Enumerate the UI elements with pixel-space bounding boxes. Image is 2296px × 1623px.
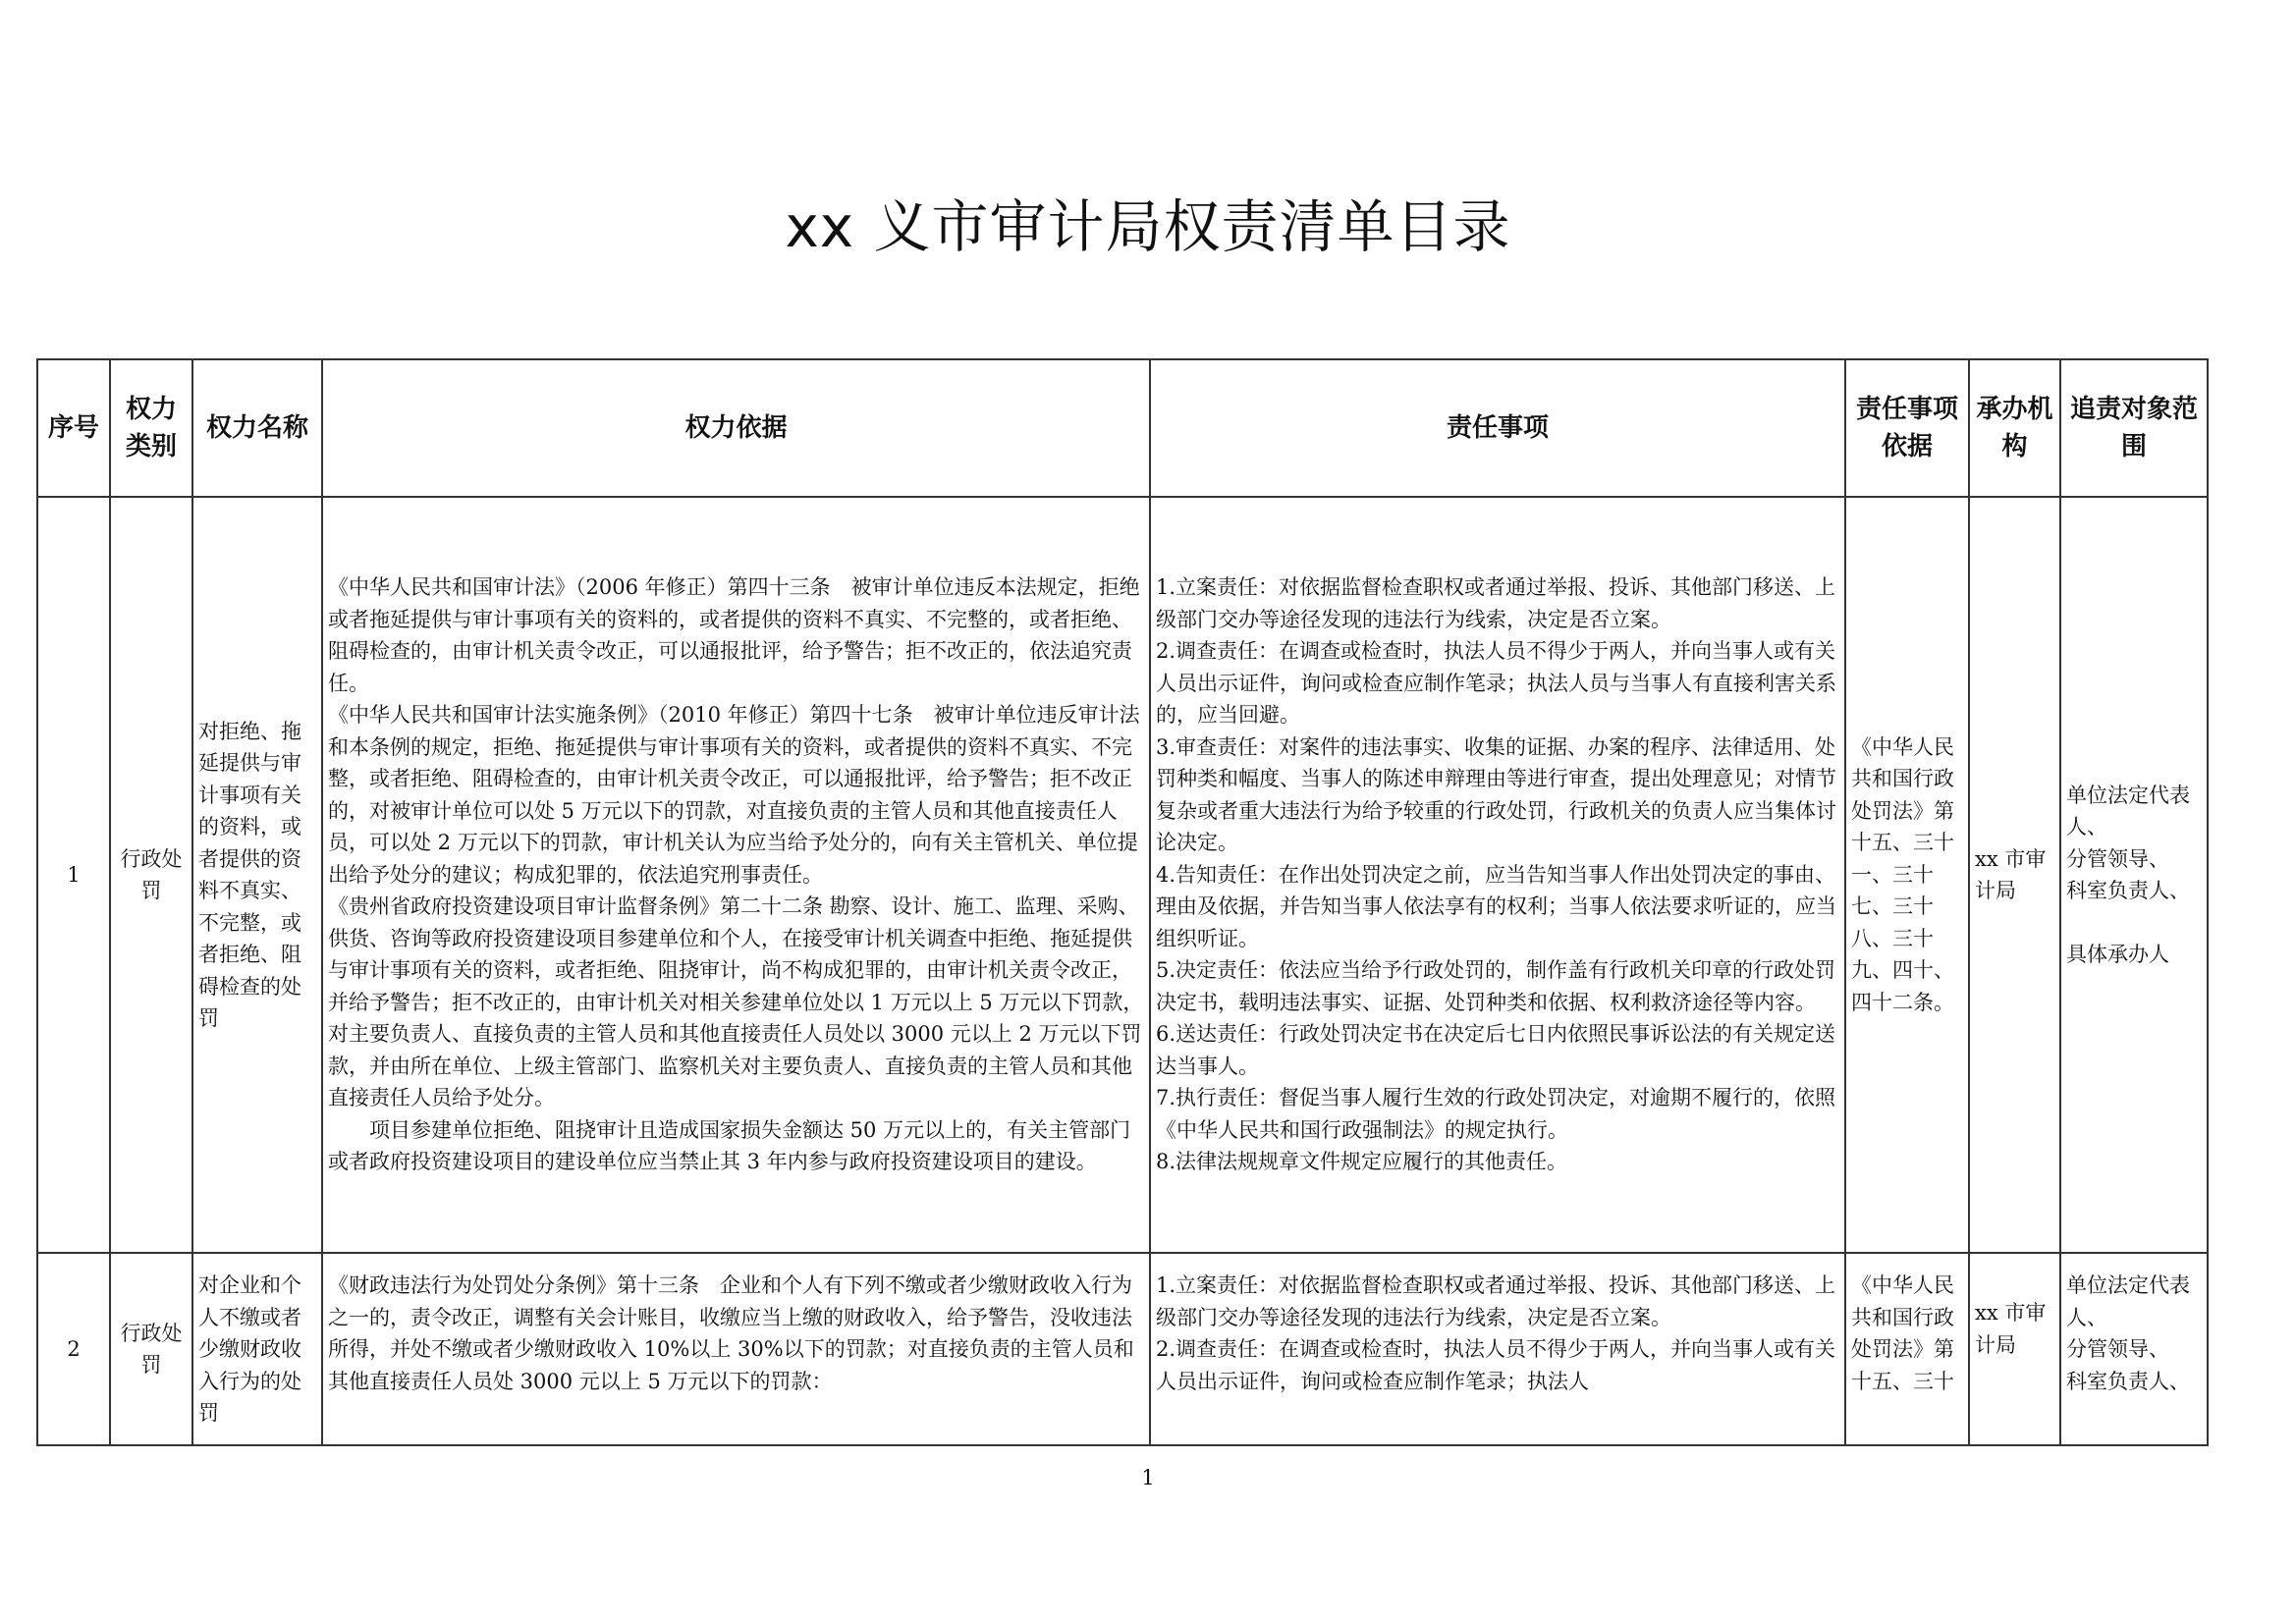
power-category-cell: 行政处 罚 [110, 1253, 192, 1445]
duty-basis-cell: 《中华人民共和国行政处罚法》第十五、三十 [1845, 1253, 1969, 1445]
duty-item: 1.立案责任：对依据监督检查职权或者通过举报、投诉、其他部门移送、上级部门交办等途径发现的违法行为线索，决定是否立案。 [1156, 575, 1836, 631]
power-basis-cell [322, 497, 1150, 1253]
power-basis-cell [322, 1253, 1150, 1445]
table-row [37, 1253, 2208, 1445]
header-duties: 责任事项 [1150, 359, 1845, 497]
organization-cell: xx 市审计局 [1969, 1253, 2060, 1445]
table-row [37, 497, 2208, 1253]
header-name: 权力名称 [192, 359, 322, 497]
duty-item: 8.法律法规规章文件规定应履行的其他责任。 [1156, 1150, 1568, 1174]
power-name-cell: 对企业和个人不缴或者少缴财政收入行为的处罚 [192, 1253, 322, 1445]
page-number: 1 [1141, 1466, 1155, 1489]
duty-item: 3.审查责任：对案件的违法事实、收集的证据、办案的程序、法律适用、处罚种类和幅度、当事人的陈述申辩理由等进行审查，提出处理意见；对情节复杂或者重大违法行为给予较重的行政处罚，行政机关的负责人应当集体讨论决定。 [1156, 734, 1836, 855]
duty-item: 4.告知责任：在作出处罚决定之前，应当告知当事人作出处罚决定的事由、理由及依据，并告知当事人依法享有的权利；当事人依法要求听证的，应当组织听证。 [1156, 862, 1836, 950]
basis-paragraph: 项目参建单位拒绝、阻挠审计且造成国家损失金额达 50 万元以上的，有关主管部门或者政府投资建设项目的建设单位应当禁止其 3 年内参与政府投资建设项目的建设。 [328, 1117, 1131, 1174]
basis-paragraph: 《财政违法行为处罚处分条例》第十三条 企业和个人有下列不缴或者少缴财政收入行为之一的，责令改正，调整有关会计账目，收缴应当上缴的财政收入，给予警告，没收违法所得，并处不缴或者少缴财政收入 10%以上 30%以下的罚款；对直接负责的主管人员和其他直接责任人员处 3000 元以上 5 万元以下的罚款： [328, 1273, 1134, 1393]
power-name-cell: 对拒绝、拖延提供与审计事项有关的资料，或者提供的资料不真实、不完整，或者拒绝、阻碍检查的处罚 [192, 497, 322, 1253]
row-num-cell: 1 [37, 497, 110, 1253]
duty-item: 1.立案责任：对依据监督检查职权或者通过举报、投诉、其他部门移送、上级部门交办等途径发现的违法行为线索，决定是否立案。 [1156, 1273, 1836, 1329]
accountability-target-cell: 单位法定代表人、 分管领导、 科室负责人、 [2060, 1253, 2208, 1445]
header-num: 序号 [37, 359, 110, 497]
table-header-row [37, 359, 2208, 497]
header-basis: 权力依据 [322, 359, 1150, 497]
basis-paragraph: 《中华人民共和国审计法实施条例》（2010 年修正）第四十七条 被审计单位违反审计法和本条例的规定，拒绝、拖延提供与审计事项有关的资料，或者提供的资料不真实、不完整，或者拒绝、阻碍检查的，由审计机关责令改正，可以通报批评，给予警告；拒不改正的，对被审计单位可以处 5 万元以下的罚款，对直接负责的主管人员和其他直接责任人员，可以处 2 万元以下的罚款，审计机关认为应当给予处分的，向有关主管机关、单位提出给予处分的建议；构成犯罪的，依法追究刑事责任。 [328, 703, 1140, 887]
header-category: 权力 类别 [110, 359, 192, 497]
duty-item: 2.调查责任：在调查或检查时，执法人员不得少于两人，并向当事人或有关人员出示证件，询问或检查应制作笔录；执法人员与当事人有直接利害关系的，应当回避。 [1156, 639, 1836, 728]
duty-item: 6.送达责任：行政处罚决定书在决定后七日内依照民事诉讼法的有关规定送达当事人。 [1156, 1022, 1836, 1078]
header-target: 追责对象范 围 [2060, 359, 2208, 497]
duties-cell [1150, 497, 1845, 1253]
organization-cell: xx 市审计局 [1969, 497, 2060, 1253]
duty-item: 7.执行责任：督促当事人履行生效的行政处罚决定，对逾期不履行的，依照《中华人民共和国行政强制法》的规定执行。 [1156, 1086, 1836, 1142]
accountability-target-cell: 单位法定代表人、 分管领导、 科室负责人、 具体承办人 [2060, 497, 2208, 1253]
header-org: 承办机 构 [1969, 359, 2060, 497]
duties-cell [1150, 1253, 1845, 1445]
row-num-cell: 2 [37, 1253, 110, 1445]
duty-item: 5.决定责任：依法应当给予行政处罚的，制作盖有行政机关印章的行政处罚决定书，载明违法事实、证据、处罚种类和依据、权利救济途径等内容。 [1156, 958, 1836, 1014]
responsibility-table [36, 358, 2209, 1446]
duty-item: 2.调查责任：在调查或检查时，执法人员不得少于两人，并向当事人或有关人员出示证件，询问或检查应制作笔录；执法人 [1156, 1337, 1836, 1393]
power-category-cell: 行政处 罚 [110, 497, 192, 1253]
document-title: xx 义市审计局权责清单目录 [785, 193, 1511, 260]
duty-basis-cell: 《中华人民共和国行政处罚法》第十五、三十一、三十七、三十八、三十九、四十、四十二条。 [1845, 497, 1969, 1253]
basis-paragraph: 《中华人民共和国审计法》（2006 年修正）第四十三条 被审计单位违反本法规定，拒绝或者拖延提供与审计事项有关的资料的，或者提供的资料不真实、不完整的，或者拒绝、阻碍检查的，由审计机关责令改正，可以通报批评，给予警告；拒不改正的，依法追究责任。 [328, 575, 1140, 695]
basis-paragraph: 《贵州省政府投资建设项目审计监督条例》第二十二条 勘察、设计、施工、监理、采购、供货、咨询等政府投资建设项目参建单位和个人，在接受审计机关调查中拒绝、拖延提供与审计事项有关的资料，或者拒绝、阻挠审计，尚不构成犯罪的，由审计机关责令改正，并给予警告；拒不改正的，由审计机关对相关参建单位处以 1 万元以上 5 万元以下罚款，对主要负责人、直接负责的主管人员和其他直接责任人员处以 3000 元以上 2 万元以下罚款，并由所在单位、上级主管部门、监察机关对主要负责人、直接负责的主管人员和其他直接责任人员给予处分。 [328, 894, 1144, 1110]
header-duty-basis: 责任事项 依据 [1845, 359, 1969, 497]
